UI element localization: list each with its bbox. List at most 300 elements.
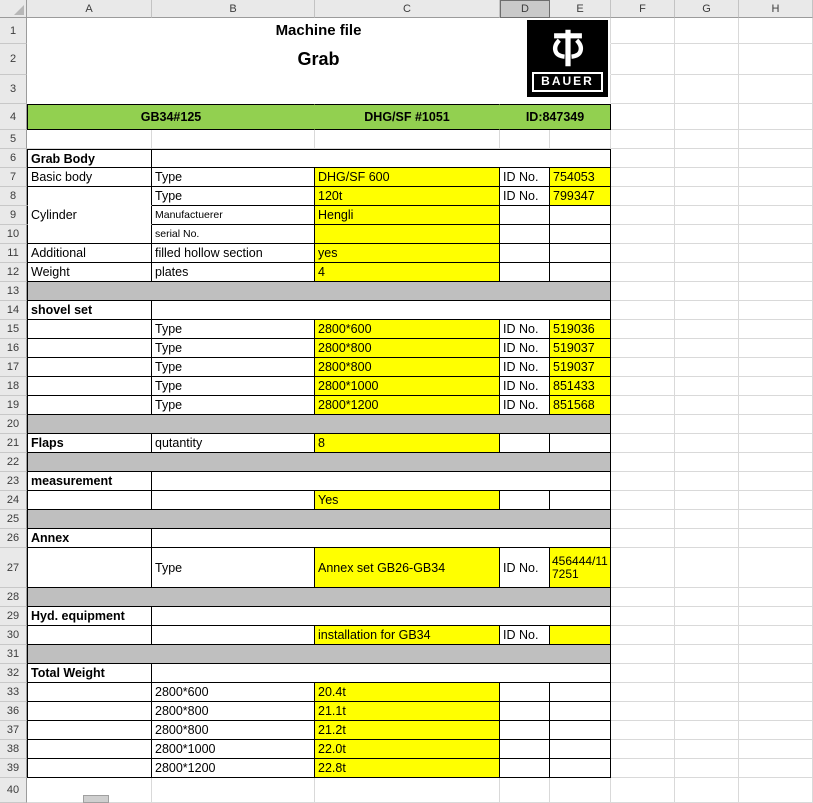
cell-B36[interactable]: 2800*800 [152, 702, 315, 721]
cell-H20[interactable] [739, 415, 813, 434]
cell-F31[interactable] [611, 645, 675, 664]
cell-C7[interactable]: DHG/SF 600 [315, 168, 500, 187]
cell-H21[interactable] [739, 434, 813, 453]
cell-G6[interactable] [675, 149, 739, 168]
cell-F5[interactable] [611, 130, 675, 149]
row-header-33[interactable]: 33 [0, 683, 27, 702]
cell-F32[interactable] [611, 664, 675, 683]
cell-A27[interactable] [27, 548, 152, 588]
cell-G1[interactable] [675, 18, 739, 44]
cell-F13[interactable] [611, 282, 675, 301]
column-header-A[interactable]: A [27, 0, 152, 18]
cell-F16[interactable] [611, 339, 675, 358]
cell-B8[interactable]: Type [152, 187, 315, 206]
cell-H13[interactable] [739, 282, 813, 301]
cell-D37[interactable] [500, 721, 550, 740]
row-21 [0, 434, 813, 453]
cell-A13[interactable] [27, 282, 611, 301]
cell-G11[interactable] [675, 244, 739, 263]
cell-G32[interactable] [675, 664, 739, 683]
cell-H17[interactable] [739, 358, 813, 377]
cell-A10[interactable] [27, 225, 152, 244]
row-header-24[interactable]: 24 [0, 491, 27, 510]
cell-C19[interactable]: 2800*1200 [315, 396, 500, 415]
cell-G10[interactable] [675, 225, 739, 244]
row-header-25[interactable]: 25 [0, 510, 27, 529]
cell-H2[interactable] [739, 44, 813, 75]
cell-D12[interactable] [500, 263, 550, 282]
cell-E37[interactable] [550, 721, 611, 740]
cell-G3[interactable] [675, 75, 739, 104]
cell-D15[interactable]: ID No. [500, 320, 550, 339]
cell-E7[interactable]: 754053 [550, 168, 611, 187]
row-header-22[interactable]: 22 [0, 453, 27, 472]
cell-H32[interactable] [739, 664, 813, 683]
cell-C37[interactable]: 21.2t [315, 721, 500, 740]
cell-A29[interactable]: Hyd. equipment [27, 607, 152, 626]
column-header-F[interactable]: F [611, 0, 675, 18]
cell-H7[interactable] [739, 168, 813, 187]
cell-G26[interactable] [675, 529, 739, 548]
cell-F27[interactable] [611, 548, 675, 588]
cell-B24[interactable] [152, 491, 315, 510]
cell-F33[interactable] [611, 683, 675, 702]
cell-A36[interactable] [27, 702, 152, 721]
cell-G13[interactable] [675, 282, 739, 301]
cell-G38[interactable] [675, 740, 739, 759]
cell-E38[interactable] [550, 740, 611, 759]
cell-A14[interactable]: shovel set [27, 301, 152, 320]
cell-G5[interactable] [675, 130, 739, 149]
cell-H11[interactable] [739, 244, 813, 263]
cell-C9[interactable]: Hengli [315, 206, 500, 225]
cell-F38[interactable] [611, 740, 675, 759]
cell-C21[interactable]: 8 [315, 434, 500, 453]
cell-F4[interactable] [611, 104, 675, 130]
cell-A25[interactable] [27, 510, 611, 529]
cell-H6[interactable] [739, 149, 813, 168]
cell-D9[interactable] [500, 206, 550, 225]
cell-C5[interactable] [315, 130, 500, 149]
cell-B18[interactable]: Type [152, 377, 315, 396]
cell-F30[interactable] [611, 626, 675, 645]
cell-F19[interactable] [611, 396, 675, 415]
cell-A19[interactable] [27, 396, 152, 415]
row-header-8[interactable]: 8 [0, 187, 27, 206]
cell-F22[interactable] [611, 453, 675, 472]
row-header-19[interactable]: 19 [0, 396, 27, 415]
row-37 [0, 721, 813, 740]
cell-A22[interactable] [27, 453, 611, 472]
row-header-16[interactable]: 16 [0, 339, 27, 358]
row-header-37[interactable]: 37 [0, 721, 27, 740]
cell-D30[interactable]: ID No. [500, 626, 550, 645]
cell-H30[interactable] [739, 626, 813, 645]
cell-B37[interactable]: 2800*800 [152, 721, 315, 740]
cell-B33[interactable]: 2800*600 [152, 683, 315, 702]
cell-A16[interactable] [27, 339, 152, 358]
cell-H33[interactable] [739, 683, 813, 702]
cell-A20[interactable] [27, 415, 611, 434]
cell-A24[interactable] [27, 491, 152, 510]
cell-F25[interactable] [611, 510, 675, 529]
cell-H29[interactable] [739, 607, 813, 626]
cell-G2[interactable] [675, 44, 739, 75]
cell-G30[interactable] [675, 626, 739, 645]
cell-E40[interactable] [550, 778, 611, 803]
cell-H40[interactable] [739, 778, 813, 803]
cell-E15[interactable]: 519036 [550, 320, 611, 339]
cell-G33[interactable] [675, 683, 739, 702]
cell-F37[interactable] [611, 721, 675, 740]
cell-A33[interactable] [27, 683, 152, 702]
cell-C24[interactable]: Yes [315, 491, 500, 510]
cell-A8[interactable] [27, 187, 152, 206]
cell-E5[interactable] [550, 130, 611, 149]
cell-E21[interactable] [550, 434, 611, 453]
cell-F3[interactable] [611, 75, 675, 104]
cell-G39[interactable] [675, 759, 739, 778]
cell-E10[interactable] [550, 225, 611, 244]
column-header-bar [0, 0, 813, 18]
cell-E17[interactable]: 519037 [550, 358, 611, 377]
cell-A18[interactable] [27, 377, 152, 396]
cell-G16[interactable] [675, 339, 739, 358]
row-5 [0, 130, 813, 149]
cell-F2[interactable] [611, 44, 675, 75]
cell-B39[interactable]: 2800*1200 [152, 759, 315, 778]
cell-D21[interactable] [500, 434, 550, 453]
cell-A37[interactable] [27, 721, 152, 740]
row-header-1[interactable]: 1 [0, 18, 27, 44]
cell-E9[interactable] [550, 206, 611, 225]
cell-H14[interactable] [739, 301, 813, 320]
cell-G23[interactable] [675, 472, 739, 491]
cell-G19[interactable] [675, 396, 739, 415]
row-header-18[interactable]: 18 [0, 377, 27, 396]
row-header-17[interactable]: 17 [0, 358, 27, 377]
cell-H27[interactable] [739, 548, 813, 588]
cell-C36[interactable]: 21.1t [315, 702, 500, 721]
cell-D4[interactable]: ID:847349 [500, 104, 611, 130]
cell-H3[interactable] [739, 75, 813, 104]
cell-E33[interactable] [550, 683, 611, 702]
row-header-29[interactable]: 29 [0, 607, 27, 626]
cell-C8[interactable]: 120t [315, 187, 500, 206]
row-header-6[interactable]: 6 [0, 149, 27, 168]
cell-H18[interactable] [739, 377, 813, 396]
cell-G15[interactable] [675, 320, 739, 339]
cell-D24[interactable] [500, 491, 550, 510]
cell-G29[interactable] [675, 607, 739, 626]
row-header-11[interactable]: 11 [0, 244, 27, 263]
cell-F11[interactable] [611, 244, 675, 263]
row-header-23[interactable]: 23 [0, 472, 27, 491]
cell-A28[interactable] [27, 588, 611, 607]
cell-B17[interactable]: Type [152, 358, 315, 377]
cell-F39[interactable] [611, 759, 675, 778]
cell-A38[interactable] [27, 740, 152, 759]
cell-B14[interactable] [152, 301, 611, 320]
cell-A30[interactable] [27, 626, 152, 645]
cell-F26[interactable] [611, 529, 675, 548]
cell-G37[interactable] [675, 721, 739, 740]
cell-B9[interactable]: Manufactuerer [152, 206, 315, 225]
cell-G22[interactable] [675, 453, 739, 472]
cell-C40[interactable] [315, 778, 500, 803]
row-header-15[interactable]: 15 [0, 320, 27, 339]
cell-B30[interactable] [152, 626, 315, 645]
cell-G4[interactable] [675, 104, 739, 130]
cell-D11[interactable] [500, 244, 550, 263]
cell-A12[interactable]: Weight [27, 263, 152, 282]
row-header-38[interactable]: 38 [0, 740, 27, 759]
cell-A15[interactable] [27, 320, 152, 339]
cell-B29[interactable] [152, 607, 611, 626]
cell-E8[interactable]: 799347 [550, 187, 611, 206]
row-header-26[interactable]: 26 [0, 529, 27, 548]
cell-H8[interactable] [739, 187, 813, 206]
cell-D16[interactable]: ID No. [500, 339, 550, 358]
row-header-21[interactable]: 21 [0, 434, 27, 453]
cell-C12[interactable]: 4 [315, 263, 500, 282]
cell-F28[interactable] [611, 588, 675, 607]
cell-F1[interactable] [611, 18, 675, 44]
cell-D33[interactable] [500, 683, 550, 702]
cell-C27[interactable]: Annex set GB26-GB34 [315, 548, 500, 588]
cell-H12[interactable] [739, 263, 813, 282]
cell-E11[interactable] [550, 244, 611, 263]
column-header-D[interactable]: D [500, 0, 550, 18]
cell-C30[interactable]: installation for GB34 [315, 626, 500, 645]
cell-B27[interactable]: Type [152, 548, 315, 588]
cell-C33[interactable]: 20.4t [315, 683, 500, 702]
cell-E24[interactable] [550, 491, 611, 510]
row-header-12[interactable]: 12 [0, 263, 27, 282]
row-header-10[interactable]: 10 [0, 225, 27, 244]
cell-C16[interactable]: 2800*800 [315, 339, 500, 358]
cell-B5[interactable] [152, 130, 315, 149]
cell-H31[interactable] [739, 645, 813, 664]
column-header-H[interactable]: H [739, 0, 813, 18]
cell-C38[interactable]: 22.0t [315, 740, 500, 759]
cell-G12[interactable] [675, 263, 739, 282]
cell-F18[interactable] [611, 377, 675, 396]
sheet-tab-fragment[interactable] [83, 795, 109, 803]
cell-F20[interactable] [611, 415, 675, 434]
cell-G27[interactable] [675, 548, 739, 588]
cell-B21[interactable]: qutantity [152, 434, 315, 453]
row-header-31[interactable]: 31 [0, 645, 27, 664]
cell-D10[interactable] [500, 225, 550, 244]
row-header-30[interactable]: 30 [0, 626, 27, 645]
cell-H9[interactable] [739, 206, 813, 225]
cell-F8[interactable] [611, 187, 675, 206]
cell-G20[interactable] [675, 415, 739, 434]
cell-E30[interactable] [550, 626, 611, 645]
cell-F10[interactable] [611, 225, 675, 244]
cell-D19[interactable]: ID No. [500, 396, 550, 415]
row-header-5[interactable]: 5 [0, 130, 27, 149]
cell-F14[interactable] [611, 301, 675, 320]
cell-D7[interactable]: ID No. [500, 168, 550, 187]
row-header-32[interactable]: 32 [0, 664, 27, 683]
row-header-4[interactable]: 4 [0, 104, 27, 130]
cell-C17[interactable]: 2800*800 [315, 358, 500, 377]
cell-H28[interactable] [739, 588, 813, 607]
cell-E36[interactable] [550, 702, 611, 721]
cell-E39[interactable] [550, 759, 611, 778]
cell-G18[interactable] [675, 377, 739, 396]
cell-G9[interactable] [675, 206, 739, 225]
cell-H5[interactable] [739, 130, 813, 149]
column-header-G[interactable]: G [675, 0, 739, 18]
cell-F23[interactable] [611, 472, 675, 491]
cell-B32[interactable] [152, 664, 611, 683]
cell-E19[interactable]: 851568 [550, 396, 611, 415]
cell-B7[interactable]: Type [152, 168, 315, 187]
cell-B16[interactable]: Type [152, 339, 315, 358]
cell-G14[interactable] [675, 301, 739, 320]
cell-A6[interactable]: Grab Body [27, 149, 152, 168]
row-header-9[interactable]: 9 [0, 206, 27, 225]
cell-D36[interactable] [500, 702, 550, 721]
cell-B23[interactable] [152, 472, 611, 491]
cell-D39[interactable] [500, 759, 550, 778]
cell-C11[interactable]: yes [315, 244, 500, 263]
cell-H25[interactable] [739, 510, 813, 529]
row-header-13[interactable]: 13 [0, 282, 27, 301]
cell-C39[interactable]: 22.8t [315, 759, 500, 778]
cell-F9[interactable] [611, 206, 675, 225]
row-header-36[interactable]: 36 [0, 702, 27, 721]
cell-G17[interactable] [675, 358, 739, 377]
row-header-14[interactable]: 14 [0, 301, 27, 320]
cell-B12[interactable]: plates [152, 263, 315, 282]
cell-H38[interactable] [739, 740, 813, 759]
cell-C4[interactable]: DHG/SF #1051 [315, 104, 500, 130]
cell-D5[interactable] [500, 130, 550, 149]
cell-F7[interactable] [611, 168, 675, 187]
cell-F36[interactable] [611, 702, 675, 721]
cell-H19[interactable] [739, 396, 813, 415]
cell-G7[interactable] [675, 168, 739, 187]
cell-G36[interactable] [675, 702, 739, 721]
cell-A31[interactable] [27, 645, 611, 664]
cell-A7[interactable]: Basic body [27, 168, 152, 187]
cell-A17[interactable] [27, 358, 152, 377]
cell-F24[interactable] [611, 491, 675, 510]
cell-E18[interactable]: 851433 [550, 377, 611, 396]
cell-D27[interactable]: ID No. [500, 548, 550, 588]
cell-C15[interactable]: 2800*600 [315, 320, 500, 339]
cell-A21[interactable]: Flaps [27, 434, 152, 453]
row-header-27[interactable]: 27 [0, 548, 27, 588]
cell-A32[interactable]: Total Weight [27, 664, 152, 683]
cell-H15[interactable] [739, 320, 813, 339]
cell-B6[interactable] [152, 149, 611, 168]
cell-B38[interactable]: 2800*1000 [152, 740, 315, 759]
row-header-40[interactable]: 40 [0, 778, 27, 803]
cell-D40[interactable] [500, 778, 550, 803]
cell-F12[interactable] [611, 263, 675, 282]
cell-G40[interactable] [675, 778, 739, 803]
cell-G8[interactable] [675, 187, 739, 206]
cell-D38[interactable] [500, 740, 550, 759]
cell-F40[interactable] [611, 778, 675, 803]
cell-G21[interactable] [675, 434, 739, 453]
cell-H36[interactable] [739, 702, 813, 721]
cell-A4[interactable]: GB34#125 [27, 104, 315, 130]
cell-A23[interactable]: measurement [27, 472, 152, 491]
cell-F15[interactable] [611, 320, 675, 339]
cell-E27[interactable]: 456444/117251 [550, 548, 611, 588]
cell-A11[interactable]: Additional [27, 244, 152, 263]
column-header-E[interactable]: E [550, 0, 611, 18]
cell-H23[interactable] [739, 472, 813, 491]
row-header-20[interactable]: 20 [0, 415, 27, 434]
cell-A9[interactable]: Cylinder [27, 206, 152, 225]
cell-G25[interactable] [675, 510, 739, 529]
row-header-28[interactable]: 28 [0, 588, 27, 607]
cell-H37[interactable] [739, 721, 813, 740]
cell-E12[interactable] [550, 263, 611, 282]
cell-H24[interactable] [739, 491, 813, 510]
cell-G24[interactable] [675, 491, 739, 510]
cell-D18[interactable]: ID No. [500, 377, 550, 396]
cell-H10[interactable] [739, 225, 813, 244]
cell-A39[interactable] [27, 759, 152, 778]
cell-B19[interactable]: Type [152, 396, 315, 415]
cell-D8[interactable]: ID No. [500, 187, 550, 206]
column-header-B[interactable]: B [152, 0, 315, 18]
select-all-corner[interactable] [0, 0, 27, 18]
cell-H22[interactable] [739, 453, 813, 472]
row-header-39[interactable]: 39 [0, 759, 27, 778]
cell-C18[interactable]: 2800*1000 [315, 377, 500, 396]
row-24 [0, 491, 813, 510]
cell-A1[interactable]: Machine file [27, 18, 611, 44]
cell-H4[interactable] [739, 104, 813, 130]
cell-C10[interactable] [315, 225, 500, 244]
cell-D17[interactable]: ID No. [500, 358, 550, 377]
cell-F21[interactable] [611, 434, 675, 453]
cell-H39[interactable] [739, 759, 813, 778]
cell-A26[interactable]: Annex [27, 529, 152, 548]
cell-A3[interactable] [27, 75, 611, 104]
cell-H16[interactable] [739, 339, 813, 358]
cell-B10[interactable]: serial No. [152, 225, 315, 244]
cell-H26[interactable] [739, 529, 813, 548]
cell-F17[interactable] [611, 358, 675, 377]
row-header-2[interactable]: 2 [0, 44, 27, 75]
cell-F6[interactable] [611, 149, 675, 168]
row-header-3[interactable]: 3 [0, 75, 27, 104]
cell-E16[interactable]: 519037 [550, 339, 611, 358]
cell-B26[interactable] [152, 529, 611, 548]
cell-B40[interactable] [152, 778, 315, 803]
cell-B15[interactable]: Type [152, 320, 315, 339]
cell-F29[interactable] [611, 607, 675, 626]
cell-A2[interactable]: Grab [27, 44, 611, 75]
cell-H1[interactable] [739, 18, 813, 44]
row-header-7[interactable]: 7 [0, 168, 27, 187]
cell-A5[interactable] [27, 130, 152, 149]
cell-G28[interactable] [675, 588, 739, 607]
cell-B11[interactable]: filled hollow section [152, 244, 315, 263]
column-header-C[interactable]: C [315, 0, 500, 18]
cell-G31[interactable] [675, 645, 739, 664]
